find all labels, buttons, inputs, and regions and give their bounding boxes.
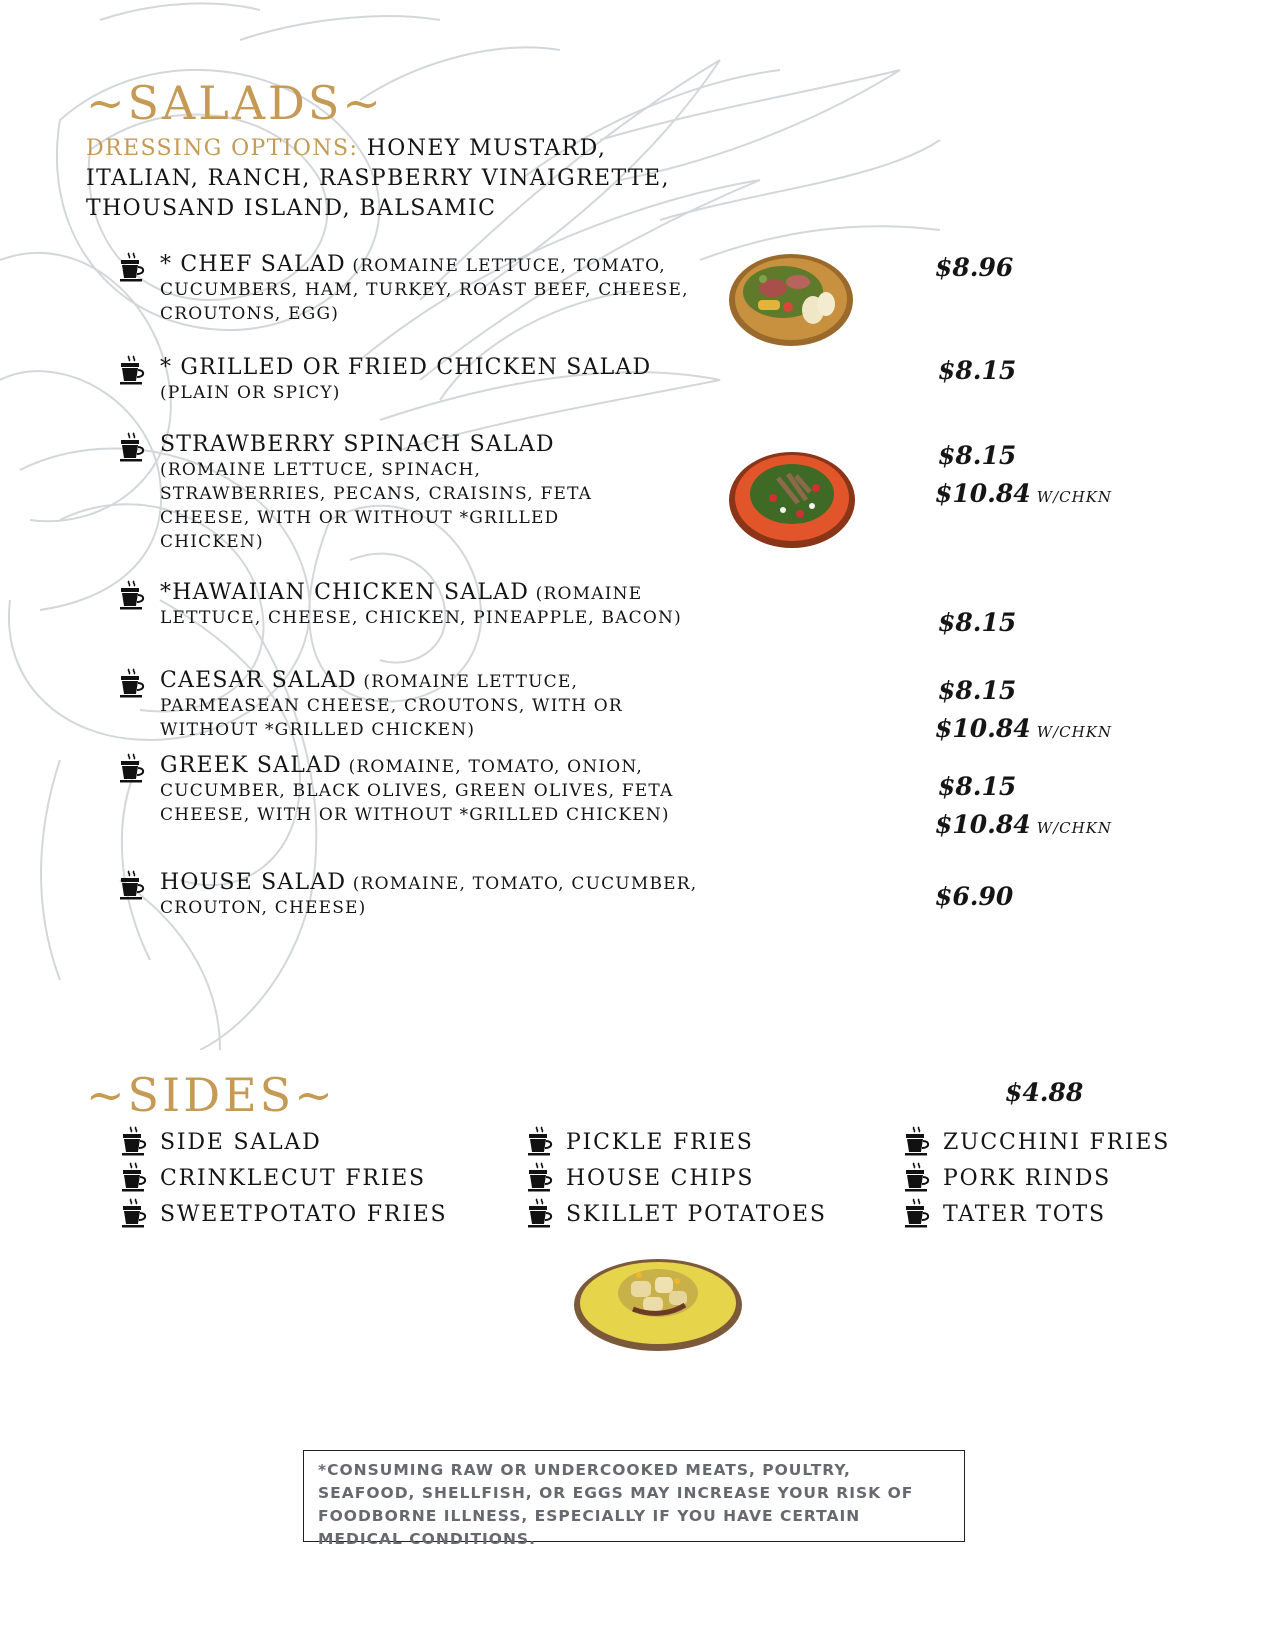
price-greek-with-chicken (935, 812, 1112, 837)
coffee-cup-icon (905, 1198, 931, 1228)
coffee-cup-icon (120, 252, 146, 282)
skillet-potatoes-photo (573, 1253, 743, 1353)
price-with-chicken-value: $10.84 (935, 714, 1031, 743)
food-safety-disclaimer: *CONSUMING RAW OR UNDERCOOKED MEATS, POULTRY, SEAFOOD, SHELLFISH, OR EGGS MAY INCREASE YOUR RISK OF FOODBORNE ILLNESS, ESPECIALLY IF YOU HAVE CERTAIN MEDICAL CONDITIONS. (303, 1450, 965, 1542)
side-item-label: ZUCCHINI FRIES (943, 1130, 1171, 1155)
side-item (528, 1128, 754, 1158)
with-chicken-note: W/CHKN (1036, 488, 1113, 506)
item-name: * GRILLED OR FRIED CHICKEN SALAD (160, 355, 652, 380)
strawberry-spinach-salad-photo (728, 448, 856, 550)
side-item-label: SWEETPOTATO FRIES (160, 1202, 448, 1227)
salad-item-caesar (120, 668, 710, 742)
side-item (528, 1164, 754, 1194)
salad-item-house (120, 870, 710, 920)
dressing-options (86, 134, 726, 224)
salad-item-hawaiian (120, 580, 710, 630)
coffee-cup-icon (120, 580, 146, 610)
side-item-label: PORK RINDS (943, 1166, 1112, 1191)
with-chicken-note: W/CHKN (1036, 723, 1113, 741)
salad-item-chef (120, 252, 710, 326)
price-caesar-with-chicken (935, 716, 1112, 741)
price-greek: $8.15 (938, 772, 1017, 801)
coffee-cup-icon (120, 753, 146, 783)
price-strawberry-with-chicken (935, 481, 1112, 506)
coffee-cup-icon (120, 432, 146, 462)
coffee-cup-icon (905, 1126, 931, 1156)
side-item (122, 1164, 426, 1194)
coffee-cup-icon (905, 1162, 931, 1192)
item-description: (ROMAINE LETTUCE, SPINACH, STRAWBERRIES, PECANS, CRAISINS, FETA CHEESE, WITH OR WITHOUT *GRILLED CHICKEN) (160, 460, 593, 552)
side-item-label: SKILLET POTATOES (566, 1202, 827, 1227)
with-chicken-note: W/CHKN (1036, 819, 1113, 837)
price-caesar: $8.15 (938, 676, 1017, 705)
coffee-cup-icon (528, 1198, 554, 1228)
side-item-label: TATER TOTS (943, 1202, 1106, 1227)
item-description: (ROMAINE LETTUCE, TOMATO, CUCUMBERS, HAM, TURKEY, ROAST BEEF, CHEESE, CROUTONS, EGG) (160, 256, 689, 324)
coffee-cup-icon (120, 668, 146, 698)
dressing-options-list: HONEY MUSTARD, ITALIAN, RANCH, RASPBERRY VINAIGRETTE, THOUSAND ISLAND, BALSAMIC (86, 136, 670, 221)
item-name: HOUSE SALAD (160, 870, 347, 895)
item-description: (ROMAINE LETTUCE, CHEESE, CHICKEN, PINEAPPLE, BACON) (160, 584, 682, 628)
side-item (122, 1200, 447, 1230)
price-chef: $8.96 (935, 253, 1014, 282)
chef-salad-photo (728, 252, 854, 348)
sides-price: $4.88 (1005, 1078, 1084, 1107)
item-name: GREEK SALAD (160, 753, 342, 778)
coffee-cup-icon (122, 1198, 148, 1228)
item-description: (ROMAINE, TOMATO, CUCUMBER, CROUTON, CHEESE) (160, 874, 698, 918)
item-description: (ROMAINE LETTUCE, PARMEASEAN CHEESE, CROUTONS, WITH OR WITHOUT *GRILLED CHICKEN) (160, 672, 623, 740)
side-item-label: PICKLE FRIES (566, 1130, 754, 1155)
side-item-label: SIDE SALAD (160, 1130, 322, 1155)
item-name: STRAWBERRY SPINACH SALAD (160, 432, 555, 457)
item-description: (PLAIN OR SPICY) (160, 383, 341, 403)
side-item (528, 1200, 827, 1230)
sides-title: ~SIDES~ (86, 1068, 336, 1122)
coffee-cup-icon (120, 355, 146, 385)
coffee-cup-icon (122, 1162, 148, 1192)
dressing-options-label: DRESSING OPTIONS: (86, 136, 359, 161)
salad-item-chicken (120, 355, 710, 405)
salad-item-greek (120, 753, 710, 827)
item-name: *HAWAIIAN CHICKEN SALAD (160, 580, 530, 605)
price-house: $6.90 (935, 882, 1014, 911)
item-name: CAESAR SALAD (160, 668, 357, 693)
price-chicken: $8.15 (938, 356, 1017, 385)
item-name: * CHEF SALAD (160, 252, 346, 277)
salad-item-strawberry-spinach (120, 432, 710, 554)
salads-title: ~SALADS~ (86, 76, 384, 130)
price-strawberry: $8.15 (938, 441, 1017, 470)
coffee-cup-icon (122, 1126, 148, 1156)
price-with-chicken-value: $10.84 (935, 479, 1031, 508)
side-item (905, 1200, 1106, 1230)
side-item-label: CRINKLECUT FRIES (160, 1166, 426, 1191)
item-description: (ROMAINE, TOMATO, ONION, CUCUMBER, BLACK OLIVES, GREEN OLIVES, FETA CHEESE, WITH OR WITHOUT *GRILLED CHICKEN) (160, 757, 674, 825)
side-item (905, 1164, 1111, 1194)
side-item (122, 1128, 322, 1158)
price-hawaiian: $8.15 (938, 608, 1017, 637)
coffee-cup-icon (528, 1126, 554, 1156)
coffee-cup-icon (120, 870, 146, 900)
price-with-chicken-value: $10.84 (935, 810, 1031, 839)
side-item (905, 1128, 1170, 1158)
coffee-cup-icon (528, 1162, 554, 1192)
side-item-label: HOUSE CHIPS (566, 1166, 755, 1191)
